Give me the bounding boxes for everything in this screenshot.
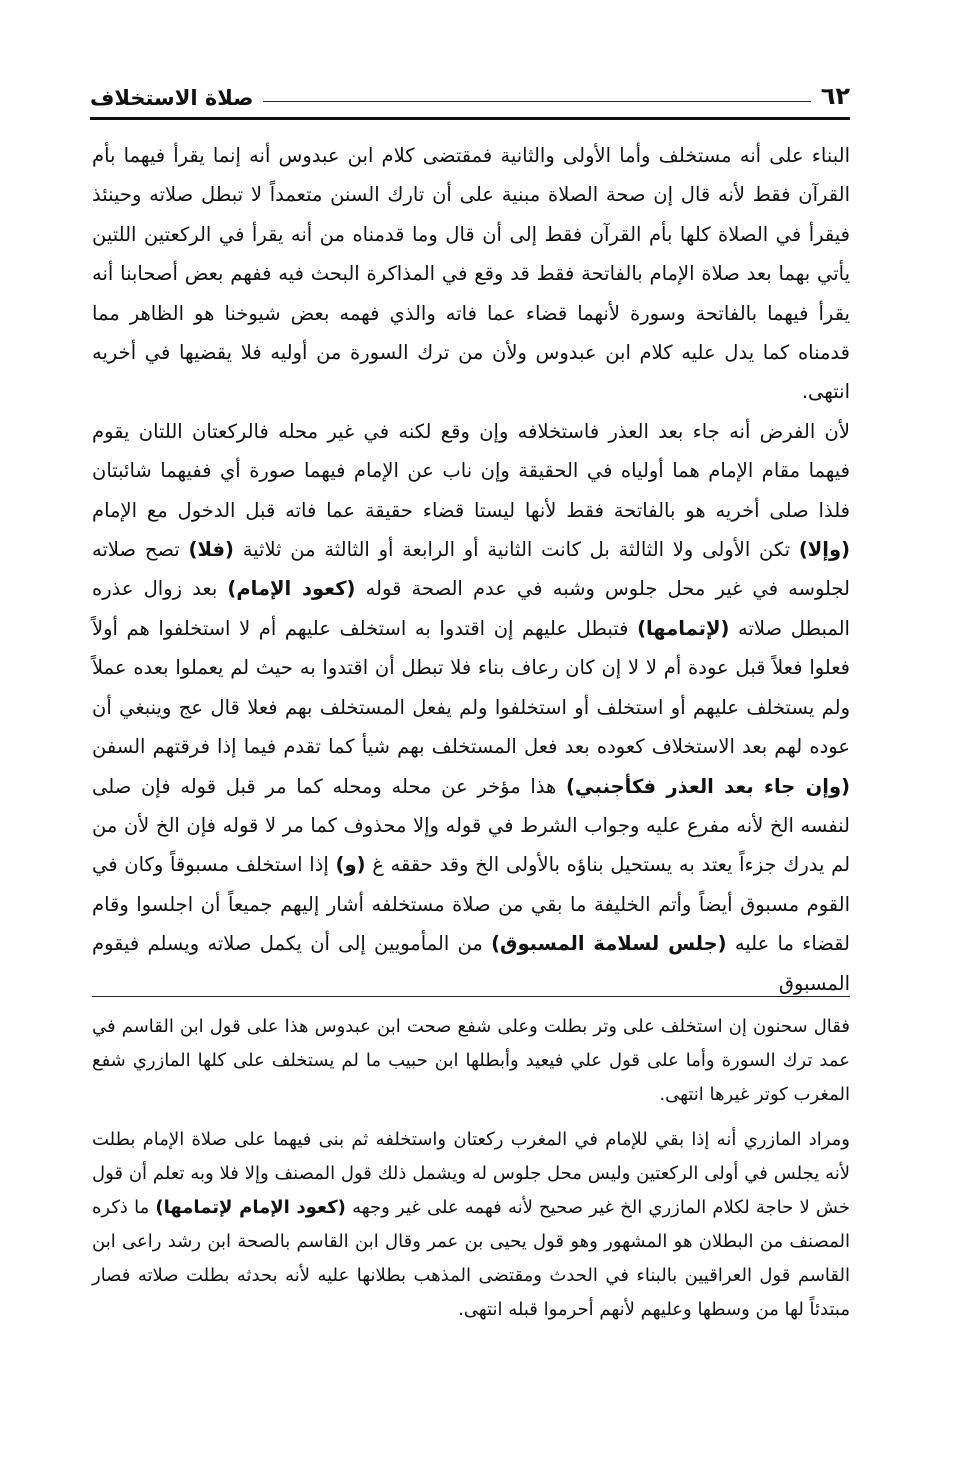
text-run: إذا استخلف مسبوقاً وكان في القوم مسبوق أيضاً وأتم الخليفة ما بقي من صلاة مستخلفه أشار إليهم جميعاً أن اجلسوا وقام لقضاء ما عليه	[92, 853, 850, 956]
main-text	[92, 136, 850, 1003]
bold-term: (كعود الإمام لإتمامها)	[155, 1197, 346, 1218]
text-run: تكن الأولى ولا الثالثة بل كانت الثانية أو الرابعة أو الثالثة من ثلاثية	[242, 538, 791, 562]
page-header	[90, 78, 850, 110]
page-number: ٦٢	[820, 82, 850, 110]
text-run: هذا مؤخر عن محله ومحله كما مر قبل قوله فإن صلى لنفسه الخ لأنه مفرع عليه وجواب الشرط في قوله وإلا محذوف كما مر لا قوله فإن الخ لأن من لم يدرك جزءاً يعتد به يستحيل بناؤه بالأولى الخ وقد حققه غ	[92, 774, 851, 877]
bold-term: (لإتمامها)	[637, 616, 730, 640]
header-rule	[90, 117, 850, 120]
bold-term: (وإن جاء بعد العذر فكأجنبي)	[566, 774, 850, 798]
bold-term: (كعود الإمام)	[227, 577, 356, 601]
running-title: صلاة الاستخلاف	[90, 86, 254, 110]
footnotes	[92, 1010, 850, 1327]
paragraph-1: البناء على أنه مستخلف وأما الأولى والثانية فمقتضى كلام ابن عبدوس أنه إنما يقرأ فيهما بأم القرآن فقط لأنه قال إن صحة الصلاة مبنية على أن تارك السنن متعمداً لا تبطل صلاته وحينئذ فيقرأ في الصلاة كلها بأم القرآن فقط إلى أن قال وما قدمناه من أنه يقرأ في الركعتين اللتين يأتي بهما بعد صلاة الإمام بالفاتحة فقط قد وقع في المذاكرة البحث فيه ففهم بعض أصحابنا أنه يقرأ فيهما بالفاتحة وسورة لأنهما قضاء عما فاته والذي فهمه بعض شيوخنا هو الظاهر مما قدمناه كما يدل عليه كلام ابن عبدوس ولأن من ترك السورة من أوليه فلا يقضيها في أخريه انتهى.	[92, 144, 850, 404]
text-run: ما ذكره المصنف من البطلان هو المشهور وهو قول يحيى بن عمر وقال ابن القاسم بالصحة ابن رشد راعى ابن القاسم قول العراقيين بالبناء في الحدث ومقتضى المذهب بطلانها عليه لأنه بحدثه بطلت صلاته فصار مبتدئاً لها من وسطها وعليهم لأنهم أحرموا قبله انتهى.	[92, 1197, 850, 1320]
text-run: من المأمويين إلى أن يكمل صلاته ويسلم فيقوم المسبوق	[92, 932, 850, 995]
text-run: لأن الفرض أنه جاء بعد العذر فاستخلافه وإن وقع لكنه في غير محله فالركعتان اللتان يقوم فيهما مقام الإمام هما أولياه في الحقيقة وإن ناب عن الإمام فيهما صورة أي ففيهما شائبتان فلذا صلى أخريه هو بالفاتحة فقط لأنها ليستا قضاء حقيقة عما فاته قبل الدخول مع الإمام	[92, 419, 850, 522]
bold-term: (و)	[335, 853, 366, 877]
bold-term: (وإلا)	[798, 538, 850, 562]
footnote-separator	[92, 996, 850, 997]
text-run: فتبطل عليهم إن اقتدوا به استخلف عليهم أم لا استخلفوا هم أولاً فعلوا فعلاً قبل عودة أم لا لا إن كان رعاف بناء فلا تبطل أن اقتدوا به حيث لم يعملوا بعده عملاً ولم يستخلف عليهم أو استخلف أو استخلفوا ولم يفعل المستخلف بهم فعلا قال عج وينبغي أن عوده لهم بعد الاستخلاف كعوده بعد فعل المستخلف بهم شيأ كما تقدم فيما إذا فرقتهم السفن	[92, 616, 850, 759]
text-run: ومراد المازري أنه إذا بقي للإمام في المغرب ركعتان واستخلفه ثم بنى فيهما على صلاة الإمام بطلت لأنه يجلس في أولى الركعتين وليس محل جلوس له ويشمل ذلك قول المصنف وإلا فلا وبه تعلم أن قول خش لا حاجة لكلام المازري الخ غير صحيح لأنه فهمه على غير وجهه	[92, 1129, 850, 1218]
paragraph-2	[92, 412, 850, 1003]
footnote-2	[92, 1123, 850, 1327]
footnote-1: فقال سحنون إن استخلف على وتر بطلت وعلى شفع صحت ابن عبدوس هذا على قول ابن القاسم في عمد ترك السورة وأما على قول علي فيعيد وأبطلها ابن حبيب ما لم يستخلف على كلها المازري شفع المغرب كوتر غيرها انتهى.	[92, 1016, 850, 1105]
header-thin-rule	[263, 101, 810, 102]
text-run: بعد زوال عذره المبطل صلاته	[92, 577, 850, 640]
bold-term: (جلس لسلامة المسبوق)	[491, 932, 727, 956]
bold-term: (فلا)	[188, 538, 234, 562]
text-run: تصح صلاته لجلوسه في غير محل جلوس وشبه في عدم الصحة قوله	[92, 538, 850, 601]
